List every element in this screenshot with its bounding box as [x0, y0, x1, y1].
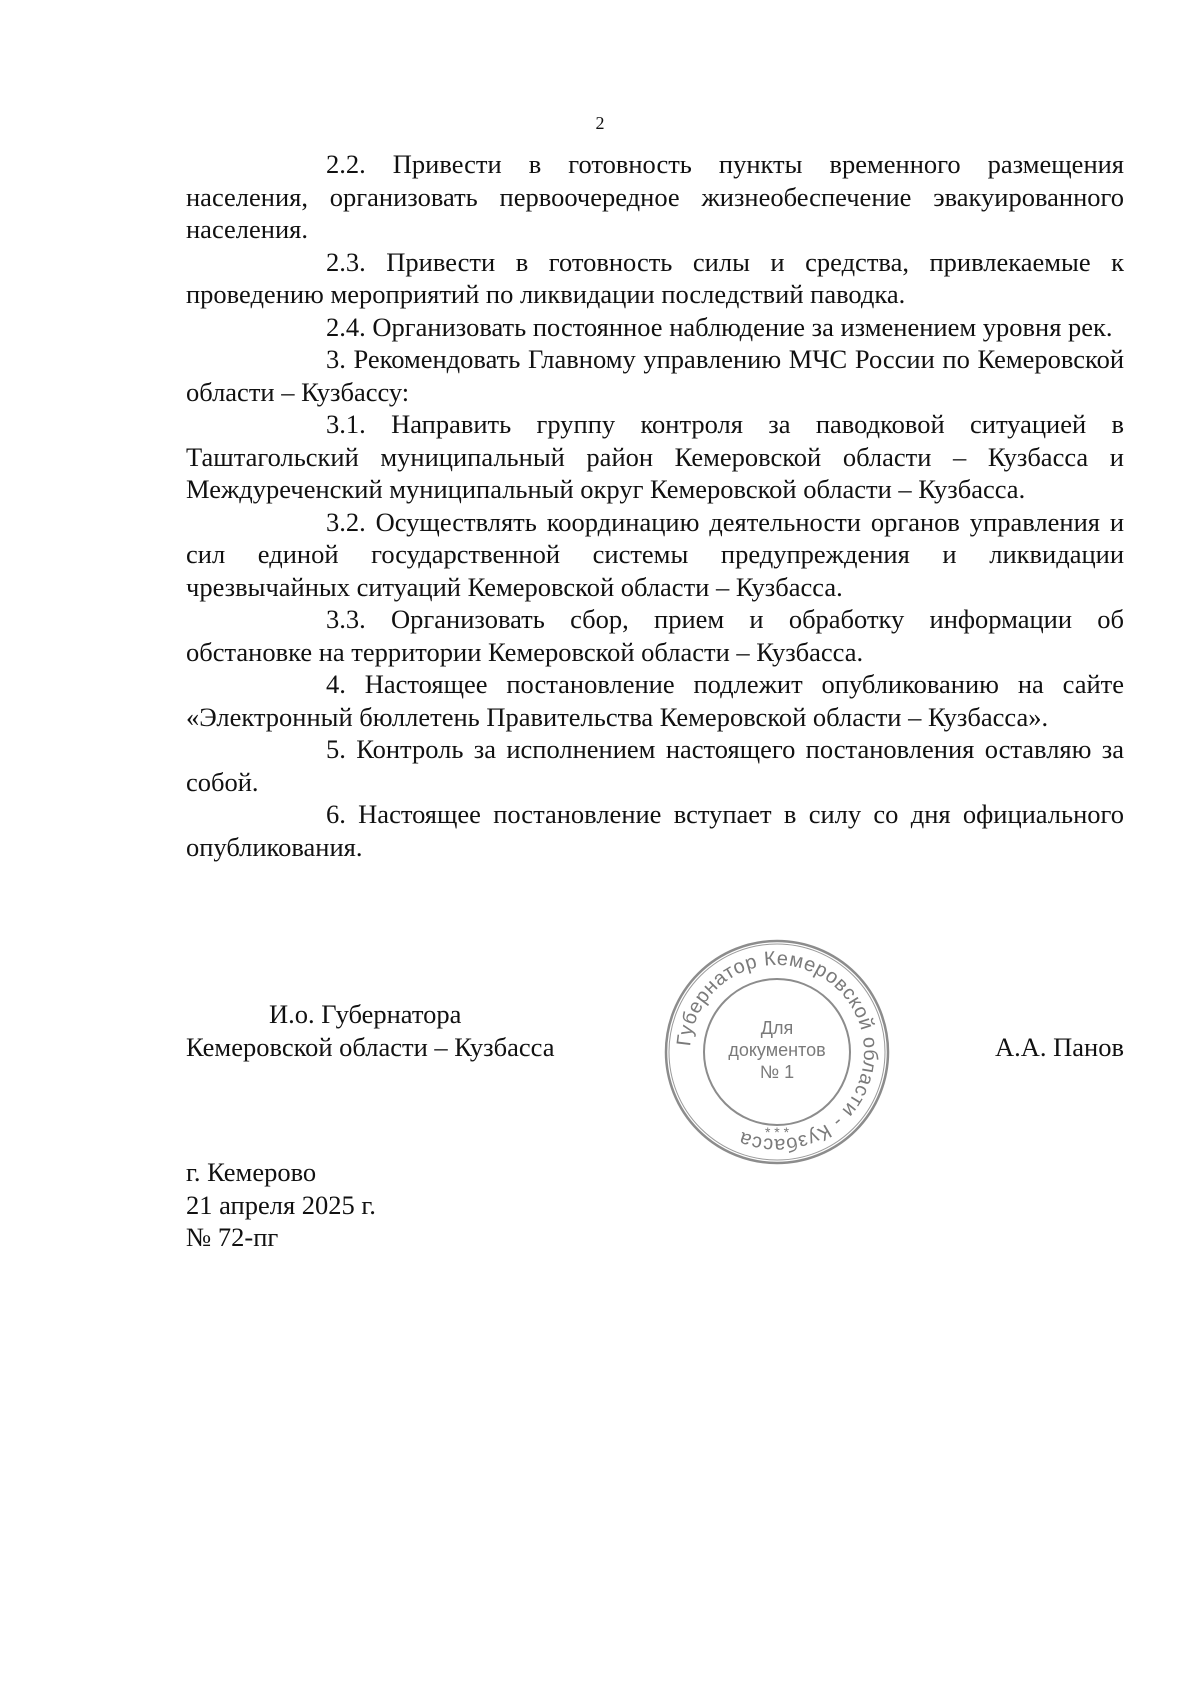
- page-number: 2: [595, 113, 605, 133]
- paragraph-number: 3.3.: [326, 604, 366, 634]
- position-line-2: Кемеровской области – Кузбасса: [186, 1031, 555, 1062]
- paragraph-2-3: [186, 246, 1124, 311]
- footer-number: № 72-пг: [186, 1222, 279, 1252]
- paragraph-number: 3.: [326, 344, 346, 374]
- paragraph-number: 5.: [326, 734, 346, 764]
- paragraph-3: [186, 343, 1124, 408]
- paragraph-text: Контроль за исполнением настоящего постановления оставляю за собой.: [186, 734, 1125, 797]
- stamp-center-line-1: Для: [760, 1018, 794, 1038]
- paragraph-number: 2.3.: [326, 246, 366, 277]
- paragraph-2-4: [186, 311, 1124, 344]
- paragraph-3-3: [186, 603, 1124, 668]
- paragraph-text: Настоящее постановление вступает в силу со дня официального опубликования.: [186, 799, 1125, 862]
- stamp-center-line-2: документов: [728, 1040, 826, 1060]
- footer-date: 21 апреля 2025 г.: [186, 1189, 376, 1220]
- position-line-1: И.о. Губернатора: [269, 999, 462, 1029]
- paragraph-number: 6.: [326, 799, 346, 829]
- paragraph-3-2: [186, 506, 1124, 604]
- paragraph-3-1: [186, 408, 1124, 506]
- official-stamp: [662, 937, 892, 1167]
- paragraph-text: Привести в готовность пункты временного размещения населения, организовать первоочередное жизнеобеспечение эвакуированного населения.: [186, 149, 1124, 244]
- paragraph-text: Организовать сбор, прием и обработку информации об обстановке на территории Кемеровской области – Кузбасса.: [186, 604, 1125, 667]
- paragraph-number: 2.4.: [326, 311, 366, 342]
- paragraph-text: Организовать постоянное наблюдение за изменением уровня рек.: [372, 311, 1113, 342]
- paragraph-number: 4.: [326, 669, 346, 699]
- paragraph-number: 3.1.: [326, 409, 366, 439]
- paragraph-text: Рекомендовать Главному управлению МЧС России по Кемеровской области – Кузбассу:: [186, 344, 1125, 407]
- stamp-ring-text: Губернатор Кемеровской области - Кузбасса: [673, 947, 882, 1157]
- paragraph-number: 3.2.: [326, 506, 366, 537]
- stamp-stars: * * *: [764, 1124, 790, 1140]
- footer-city: г. Кемерово: [186, 1157, 317, 1187]
- paragraph-number: 2.2.: [326, 149, 366, 179]
- paragraph-text: Осуществлять координацию деятельности органов управления и сил единой государственной системы предупреждения и ликвидации чрезвычайных ситуаций Кемеровской области – Кузбасса.: [186, 506, 1125, 602]
- document-footer: [186, 1156, 376, 1254]
- signatory-name: А.А. Панов: [995, 1032, 1124, 1062]
- paragraph-text: Привести в готовность силы и средства, привлекаемые к проведению мероприятий по ликвидации последствий паводка.: [186, 246, 1125, 309]
- paragraph-6: [186, 798, 1124, 863]
- paragraph-text: Настоящее постановление подлежит опубликованию на сайте «Электронный бюллетень Правительства Кемеровской области – Кузбасса».: [186, 669, 1125, 732]
- stamp-center-line-3: № 1: [759, 1062, 795, 1082]
- paragraph-2-2: [186, 148, 1124, 246]
- document-body: [186, 148, 1124, 863]
- paragraph-4: [186, 668, 1124, 733]
- paragraph-text: Направить группу контроля за паводковой ситуацией в Таштагольский муниципальный район Кемеровской области – Кузбасса и Междуреченский муниципальный округ Кемеровской области – Кузбасса.: [186, 409, 1124, 504]
- signatory-position: [186, 998, 555, 1063]
- paragraph-5: [186, 733, 1124, 798]
